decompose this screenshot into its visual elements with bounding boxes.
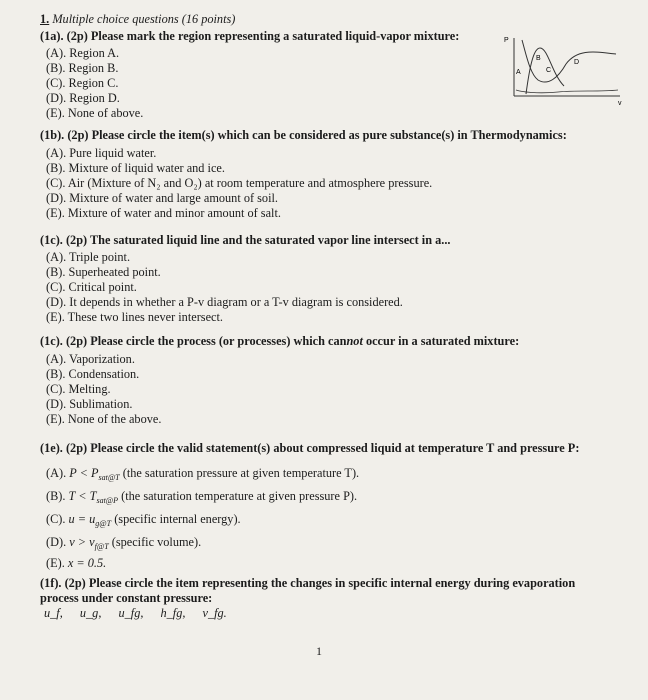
question-1e-option-a[interactable] [46,466,359,485]
question-1a-option-c[interactable]: (C). Region C. [46,76,119,90]
option-b-label: (B). [46,489,66,503]
option-b-sub: sat@P [96,496,119,505]
question-1d-stem-after: occur in a saturated mixture: [365,334,520,348]
lower-curve [516,90,618,93]
option-b-note: (the saturation temperature at given pressure P). [121,489,358,503]
question-1c-option-c[interactable]: (C). Critical point. [46,280,137,294]
question-1a-stem: (1a). (2p) Please mark the region representing a saturated liquid-vapor mixture: [40,29,460,43]
option-c-note: (specific internal energy). [114,512,241,526]
question-1b-option-d[interactable]: (D). Mixture of water and large amount of soil. [46,191,278,205]
option-a-label: (A). [46,466,67,480]
question-1c-option-e[interactable]: (E). These two lines never intersect. [46,310,223,324]
option-c-expr: u = u [68,512,96,526]
question-1a-option-a[interactable]: (A). Region A. [46,46,120,60]
region-a-label: A [516,69,521,76]
question-1f-item[interactable]: u_g, [79,606,102,620]
option-c-sub: g@T [95,519,112,528]
question-1e-option-d[interactable] [46,535,201,554]
option-d-label: (D). [46,535,67,549]
section-title [40,12,235,27]
question-1d-stem-emph: not [346,334,363,348]
option-e-expr: x = 0.5. [67,556,107,570]
page-number: 1 [316,644,322,658]
question-1b-option-e[interactable]: (E). Mixture of water and minor amount of salt. [46,206,281,220]
option-d-note: (specific volume). [111,535,202,549]
option-e-label: (E). [46,556,65,570]
question-1d-stem [40,334,519,349]
question-1d-stem-before: (1c). (2p) Please circle the process (or processes) which can [40,334,347,348]
question-1d-option-e[interactable]: (E). None of the above. [46,412,162,426]
question-1f-item[interactable]: u_fg, [118,606,144,620]
question-1a-option-e[interactable]: (E). None of above. [46,106,144,120]
question-1e-option-c[interactable] [46,512,241,531]
option-b-expr: T < T [68,489,97,503]
option-c-label: (C). [46,512,66,526]
question-1d-option-b[interactable]: (B). Condensation. [46,367,140,381]
question-1b-option-b[interactable]: (B). Mixture of liquid water and ice. [46,161,225,175]
region-b-label: B [536,55,541,62]
question-1e-option-e[interactable] [46,556,106,571]
question-1f-items [44,606,241,621]
question-1d-option-a[interactable]: (A). Vaporization. [46,352,135,366]
section-number: 1. [40,12,50,26]
question-1a-option-d[interactable]: (D). Region D. [46,91,120,105]
question-1b-option-a[interactable]: (A). Pure liquid water. [46,146,157,160]
option-a-sub: sat@T [98,473,120,482]
question-1c-option-d[interactable]: (D). It depends in whether a P-v diagram or a T-v diagram is considered. [46,295,403,309]
question-1b-stem: (1b). (2p) Please circle the item(s) which can be considered as pure substance(s) in Thermodynamics: [40,128,567,142]
question-1c-option-a[interactable]: (A). Triple point. [46,250,131,264]
question-1f-stem-line1: (1f). (2p) Please circle the item representing the changes in specific internal energy during evaporation [40,576,576,590]
question-1a-option-b[interactable]: (B). Region B. [46,61,119,75]
question-1f-item[interactable]: v_fg. [202,606,227,620]
region-c-label: C [546,67,552,74]
pv-y-label: P [504,37,509,44]
question-1e-stem: (1e). (2p) Please circle the valid statement(s) about compressed liquid at temperature T and pressure P: [40,441,580,455]
question-1c-option-b[interactable]: (B). Superheated point. [46,265,161,279]
pv-diagram [504,34,626,110]
question-1d-option-c[interactable]: (C). Melting. [46,382,111,396]
option-d-expr: v > v [69,535,95,549]
question-1f-item[interactable]: h_fg, [160,606,186,620]
option-a-note: (the saturation pressure at given temperature T). [122,466,360,480]
option-a-expr: P < P [69,466,99,480]
section-title-text: Multiple choice questions (16 points) [52,12,236,26]
question-1d-option-d[interactable]: (D). Sublimation. [46,397,133,411]
question-1f-stem-line2: process under constant pressure: [40,591,213,605]
question-1b-option-c[interactable]: (C). Air (Mixture of N₂ and O₂) at room temperature and atmosphere pressure. [46,176,433,190]
question-1c-stem: (1c). (2p) The saturated liquid line and the saturated vapor line intersect in a... [40,233,451,247]
question-1e-option-b[interactable] [46,489,357,508]
pv-x-label: v [618,100,622,107]
question-1f-item[interactable]: u_f, [44,606,63,620]
region-d-label: D [574,59,580,66]
option-d-sub: f@T [94,542,109,551]
